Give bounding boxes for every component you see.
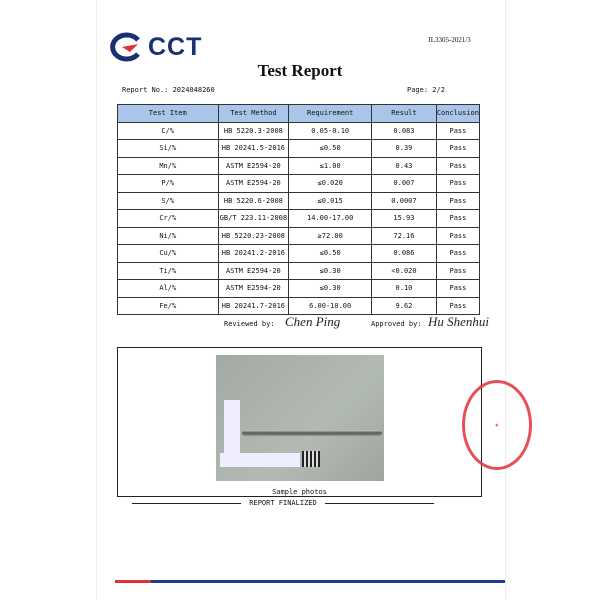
table-cell: 0.39 (372, 140, 437, 158)
table-cell: ≤0.30 (289, 280, 372, 298)
table-cell: 0.007 (372, 175, 437, 193)
table-cell: Pass (436, 140, 479, 158)
table-cell: HB 5220.6-2008 (218, 192, 289, 210)
table-cell: ASTM E2594-20 (218, 280, 289, 298)
column-header: Requirement (289, 105, 372, 123)
table-cell: ≤0.020 (289, 175, 372, 193)
table-cell: Fe/% (118, 297, 219, 315)
table-cell: 9.62 (372, 297, 437, 315)
sample-photo-box (117, 347, 482, 497)
table-cell: HB 20241.2-2016 (218, 245, 289, 263)
table-cell: Ti/% (118, 262, 219, 280)
table-row (118, 262, 480, 280)
table-cell: 0.43 (372, 157, 437, 175)
table-cell: Pass (436, 210, 479, 228)
column-header: Conclusion (436, 105, 479, 123)
table-cell: Pass (436, 192, 479, 210)
table-cell: HB 5220.23-2008 (218, 227, 289, 245)
table-row (118, 280, 480, 298)
reviewed-by-label: Reviewed by: (224, 320, 275, 328)
table-cell: Cu/% (118, 245, 219, 263)
ruler (220, 453, 300, 467)
table-cell: Pass (436, 122, 479, 140)
table-cell: 6.00-10.00 (289, 297, 372, 315)
table-cell: ≤0.30 (289, 262, 372, 280)
table-cell: Al/% (118, 280, 219, 298)
company-seal-stamp: ★ (462, 380, 532, 470)
test-results-table (117, 104, 480, 315)
table-cell: Pass (436, 227, 479, 245)
table-cell: ≤1.00 (289, 157, 372, 175)
table-cell: 0.0007 (372, 192, 437, 210)
table-cell: ≤0.50 (289, 140, 372, 158)
table-cell: Ni/% (118, 227, 219, 245)
sample-photo (216, 355, 384, 481)
table-cell: ASTM E2594-20 (218, 157, 289, 175)
table-cell: Pass (436, 297, 479, 315)
table-row (118, 210, 480, 228)
report-number: Report No.: 2024048260 (122, 86, 215, 94)
page-number: Page: 2/2 (407, 86, 445, 94)
table-cell: ASTM E2594-20 (218, 175, 289, 193)
table-cell: ASTM E2594-20 (218, 262, 289, 280)
table-cell: Pass (436, 175, 479, 193)
column-header: Test Item (118, 105, 219, 123)
approved-by-label: Approved by: (371, 320, 422, 328)
company-logo: CCT (108, 32, 202, 62)
table-cell: HB 20241.7-2016 (218, 297, 289, 315)
table-row (118, 175, 480, 193)
table-cell: 0.10 (372, 280, 437, 298)
ruler (224, 400, 240, 460)
table-cell: Pass (436, 157, 479, 175)
page-title: Test Report (257, 61, 343, 80)
table-row (118, 140, 480, 158)
report-finalized-text: REPORT FINALIZED (249, 499, 317, 507)
photo-caption: Sample photos (272, 488, 327, 496)
table-row (118, 122, 480, 140)
approver-signature: Hu Shenhui (428, 314, 490, 329)
table-row (118, 157, 480, 175)
table-cell: Pass (436, 245, 479, 263)
table-cell: 0.05-0.10 (289, 122, 372, 140)
table-cell: HB 20241.5-2016 (218, 140, 289, 158)
table-cell: 15.93 (372, 210, 437, 228)
table-row (118, 245, 480, 263)
table-cell: P/% (118, 175, 219, 193)
table-row (118, 297, 480, 315)
table-cell: 14.00-17.00 (289, 210, 372, 228)
column-header: Result (372, 105, 437, 123)
table-cell: C/% (118, 122, 219, 140)
table-cell: 72.16 (372, 227, 437, 245)
table-row (118, 227, 480, 245)
sample-rod (242, 430, 382, 436)
table-row (118, 192, 480, 210)
table-cell: <0.020 (372, 262, 437, 280)
table-cell: Pass (436, 262, 479, 280)
logo-icon (108, 32, 144, 62)
qr-code (302, 451, 320, 467)
table-cell: ≤0.50 (289, 245, 372, 263)
table-cell: ≥72.00 (289, 227, 372, 245)
table-cell: Mn/% (118, 157, 219, 175)
report-finalized-divider (132, 499, 434, 507)
table-cell: 0.086 (372, 245, 437, 263)
document-code: JL3305-2021/3 (428, 36, 471, 44)
table-cell: HB 5220.3-2008 (218, 122, 289, 140)
column-header: Test Method (218, 105, 289, 123)
table-cell: S/% (118, 192, 219, 210)
table-cell: ≤0.015 (289, 192, 372, 210)
table-cell: GB/T 223.11-2008 (218, 210, 289, 228)
table-cell: Si/% (118, 140, 219, 158)
table-cell: Cr/% (118, 210, 219, 228)
footer-bar-blue (151, 580, 505, 583)
table-cell: Pass (436, 280, 479, 298)
footer-bar-red (115, 580, 151, 583)
reviewer-signature: Chen Ping (285, 314, 341, 329)
table-cell: 0.083 (372, 122, 437, 140)
